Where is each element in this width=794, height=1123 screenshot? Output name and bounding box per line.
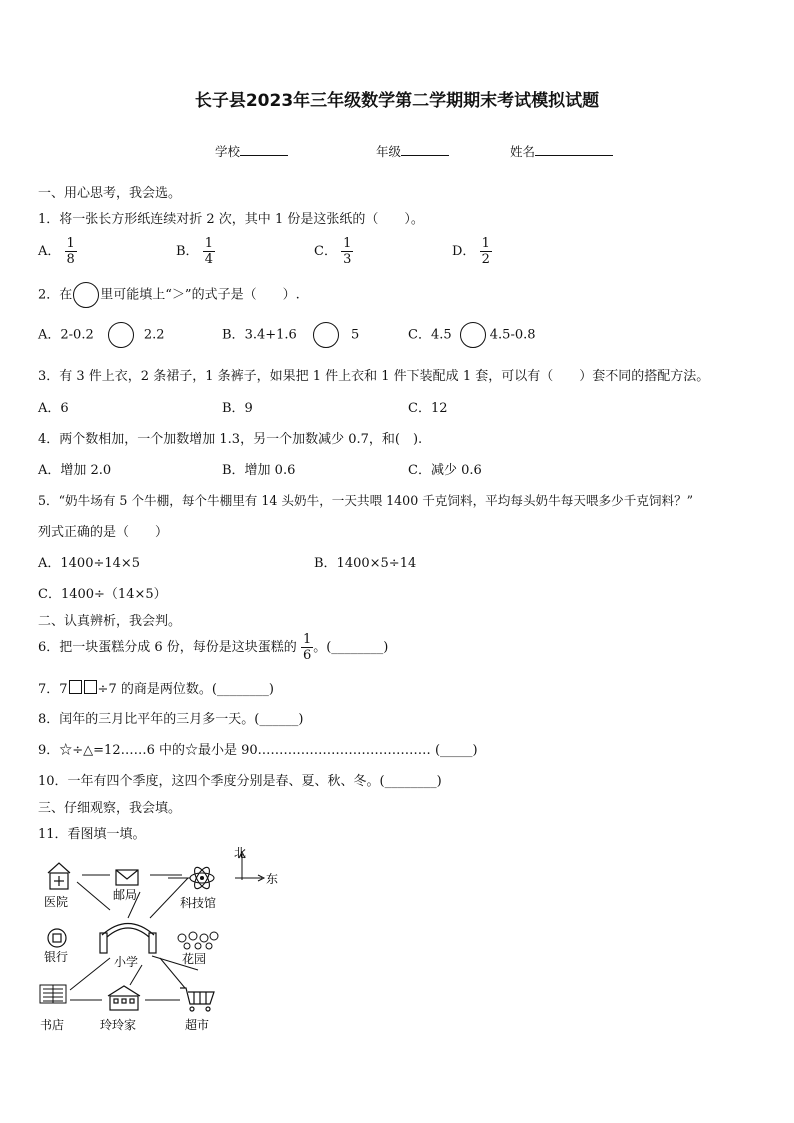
q9: 9．☆÷△=12……6 中的☆最小是 90.………………………………… (_____) bbox=[38, 743, 478, 758]
section2-heading: 二、认真辨析，我会判。 bbox=[38, 614, 182, 629]
q1-option-b[interactable]: B． $\frac{1}{4}$ bbox=[176, 236, 213, 267]
section1-heading: 一、用心思考，我会选。 bbox=[38, 186, 182, 201]
shopping-cart-icon bbox=[180, 988, 214, 1011]
school-gate-icon bbox=[100, 924, 156, 954]
books-icon bbox=[40, 985, 66, 1003]
q1-option-d[interactable]: D． $\frac{1}{2}$ bbox=[452, 236, 490, 267]
comparison-circle bbox=[73, 282, 99, 308]
comparison-circle bbox=[108, 322, 134, 348]
q1-option-a[interactable]: A． $\frac{1}{8}$ bbox=[38, 236, 75, 267]
q2-option-a[interactable]: A．2-0.2 2.2 bbox=[38, 322, 165, 348]
map-label-supermarket: 超市 bbox=[185, 1018, 210, 1032]
comparison-circle bbox=[460, 322, 486, 348]
q2-option-b[interactable]: B．3.4+1.6 5 bbox=[222, 322, 359, 348]
comparison-circle bbox=[313, 322, 339, 348]
fraction: $\frac{1}{2}$ bbox=[481, 236, 490, 267]
map-label-science-museum: 科技馆 bbox=[180, 896, 217, 910]
q10: 10．一年有四个季度，这四个季度分别是春、夏、秋、冬。(________) bbox=[38, 774, 442, 789]
q5-option-b[interactable]: B．1400×5÷14 bbox=[314, 556, 417, 571]
q7-answer-blank: ÷7 的商是两位数。(________) bbox=[97, 682, 274, 697]
name-field[interactable] bbox=[510, 142, 613, 160]
map-label-garden: 花园 bbox=[182, 952, 207, 966]
q5-option-a[interactable]: A．1400÷14×5 bbox=[38, 556, 141, 571]
fraction: $\frac{1}{6}$ bbox=[302, 632, 312, 663]
atom-icon bbox=[190, 865, 214, 891]
q2-stem: 2．在 里可能填上“＞”的式子是（ ）. bbox=[38, 282, 300, 308]
map-label-bank: 银行 bbox=[44, 950, 69, 964]
compass-east: 东 bbox=[266, 872, 279, 886]
q7: 7．7 ÷7 的商是两位数。(________) bbox=[38, 682, 274, 697]
grade-label: 年级 bbox=[376, 144, 402, 159]
q4-option-c[interactable]: C．减少 0.6 bbox=[408, 463, 482, 478]
coin-icon bbox=[48, 929, 66, 947]
flower-icon bbox=[178, 932, 218, 949]
q1-option-c[interactable]: C． $\frac{1}{3}$ bbox=[314, 236, 352, 267]
q1-stem: 1．将一张长方形纸连续对折 2 次，其中 1 份是这张纸的（ ）。 bbox=[38, 212, 424, 227]
q11-stem: 11．看图填一填。 bbox=[38, 827, 146, 842]
page-title: 长子县2023年三年级数学第二学期期末考试模拟试题 bbox=[194, 91, 600, 111]
q4-option-a[interactable]: A．增加 2.0 bbox=[38, 463, 112, 478]
compass-north: 北 bbox=[234, 846, 247, 860]
q8: 8．闰年的三月比平年的三月多一天。(______) bbox=[38, 712, 304, 727]
house-icon bbox=[108, 986, 140, 1010]
q3-option-c[interactable]: C．12 bbox=[408, 401, 448, 416]
hospital-icon bbox=[48, 863, 70, 889]
q4-option-b[interactable]: B．增加 0.6 bbox=[222, 463, 296, 478]
q3-option-a[interactable]: A．6 bbox=[38, 401, 69, 416]
fraction: $\frac{1}{4}$ bbox=[204, 236, 213, 267]
envelope-icon bbox=[116, 870, 138, 885]
name-label: 姓名 bbox=[510, 144, 536, 159]
q5-stem: 5．“奶牛场有 5 个牛棚，每个牛棚里有 14 头奶牛，一天共喂 1400 千克饲料，平均每头奶牛每天喂多少千克饲料？” bbox=[38, 493, 694, 508]
map-label-bookstore: 书店 bbox=[40, 1018, 65, 1032]
q6: 6．把一块蛋糕分成 6 份，每份是这块蛋糕的 $\frac{1}{6}$ 。(________) bbox=[38, 632, 389, 663]
fraction: $\frac{1}{8}$ bbox=[66, 236, 75, 267]
q3-option-b[interactable]: B．9 bbox=[222, 401, 253, 416]
map-label-hospital: 医院 bbox=[44, 895, 69, 909]
digit-box bbox=[69, 680, 82, 694]
q5-stem-2: 列式正确的是（ ） bbox=[38, 525, 169, 540]
map-label-lingling-home: 玲玲家 bbox=[100, 1018, 137, 1032]
digit-box bbox=[84, 680, 97, 694]
q3-stem: 3．有 3 件上衣，2 条裙子，1 条裤子，如果把 1 件上衣和 1 件下装配成 1 套，可以有（ ）套不同的搭配方法。 bbox=[38, 369, 710, 384]
section3-heading: 三、仔细观察，我会填。 bbox=[38, 801, 182, 816]
q2-option-c[interactable]: C．4.5 4.5-0.8 bbox=[408, 322, 536, 348]
map-label-post-office: 邮局 bbox=[113, 888, 138, 902]
map-figure bbox=[30, 840, 290, 1040]
fraction: $\frac{1}{3}$ bbox=[343, 236, 352, 267]
school-label: 学校 bbox=[215, 144, 241, 159]
grade-field[interactable] bbox=[376, 142, 449, 160]
q5-option-c[interactable]: C．1400÷（14×5） bbox=[38, 587, 167, 602]
school-field[interactable] bbox=[215, 142, 288, 160]
q4-stem: 4．两个数相加，一个加数增加 1.3，另一个加数减少 0.7，和( ). bbox=[38, 432, 423, 447]
map-label-school: 小学 bbox=[114, 955, 139, 969]
q6-answer-blank: 。(________) bbox=[313, 640, 389, 655]
